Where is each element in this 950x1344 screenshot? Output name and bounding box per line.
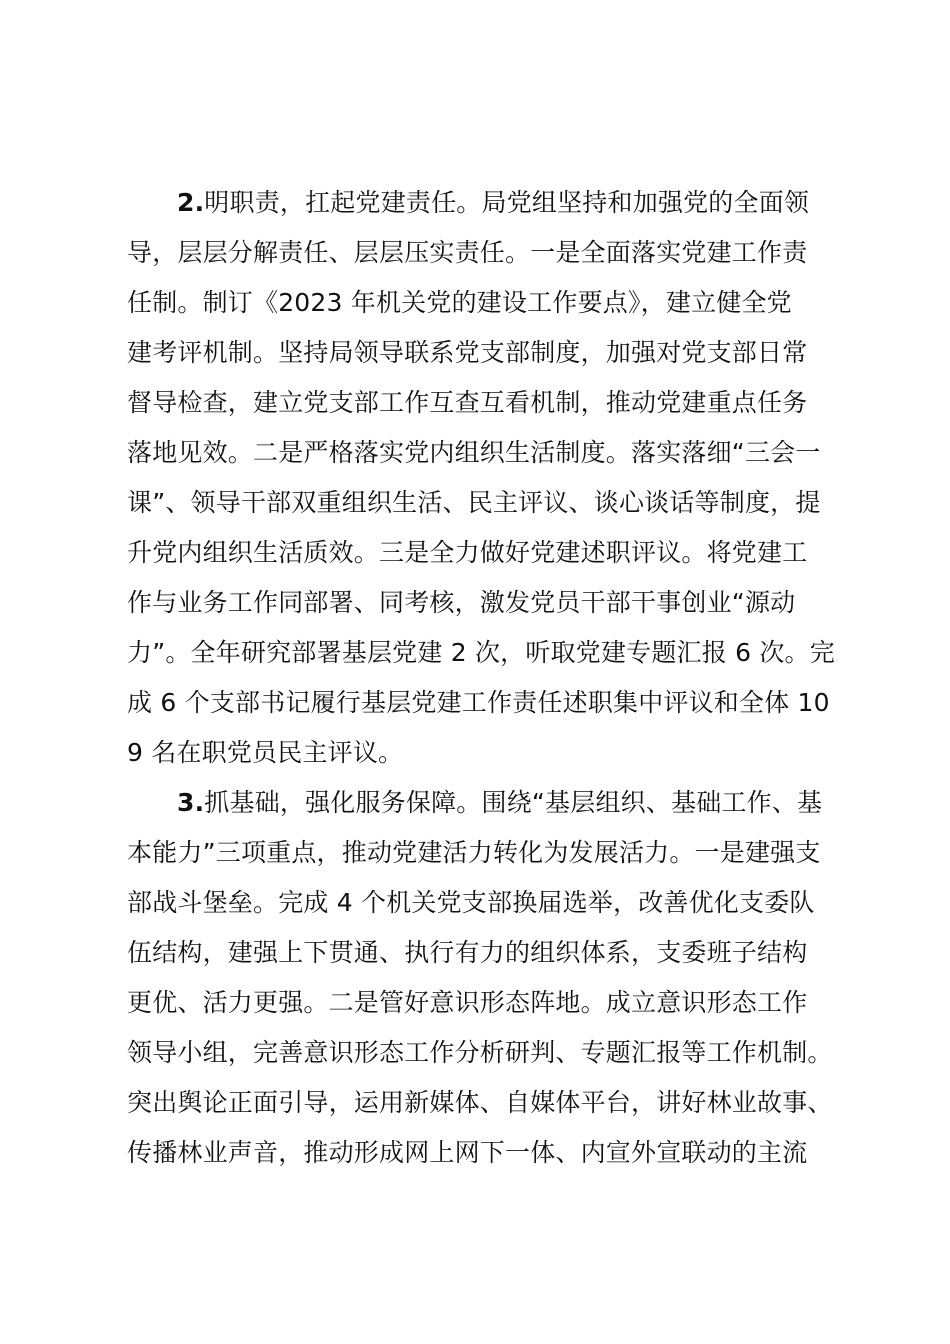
- paragraph-2-line-1: [177, 188, 809, 218]
- paragraph-line: 力”。全年研究部署基层党建 2 次，听取党建专题汇报 6 次。完: [127, 638, 835, 667]
- paragraph-line: 伍结构，建强上下贯通、执行有力的组织体系，支委班子结构: [127, 938, 808, 967]
- paragraph-2-number: 2.: [177, 188, 205, 217]
- paragraph-line: 作与业务工作同部署、同考核，激发党员干部干事创业“源动: [127, 588, 796, 617]
- paragraph-line: 导，层层分解责任、层层压实责任。一是全面落实党建工作责: [127, 238, 808, 267]
- paragraph-line: 突出舆论正面引导，运用新媒体、自媒体平台，讲好林业故事、: [127, 1088, 833, 1117]
- paragraph-line: 课”、领导干部双重组织生活、民主评议、谈心谈话等制度，提: [127, 488, 821, 517]
- paragraph-3-line-1: [177, 788, 822, 818]
- paragraph-3-text: 抓基础，强化服务保障。围绕“基层组织、基础工作、基: [204, 788, 823, 817]
- paragraph-line: 更优、活力更强。二是管好意识形态阵地。成立意识形态工作: [127, 988, 808, 1017]
- paragraph-3-number: 3.: [177, 788, 205, 817]
- paragraph-line: 本能力”三项重点，推动党建活力转化为发展活力。一是建强支: [127, 838, 821, 867]
- paragraph-line: 建考评机制。坚持局领导联系党支部制度，加强对党支部日常: [127, 338, 808, 367]
- paragraph-line: 落地见效。二是严格落实党内组织生活制度。落实落细“三会一: [127, 438, 821, 467]
- paragraph-line: 领导小组，完善意识形态工作分析研判、专题汇报等工作机制。: [127, 1038, 833, 1067]
- paragraph-line: 升党内组织生活质效。三是全力做好党建述职评议。将党建工: [127, 538, 808, 567]
- paragraph-line: 传播林业声音，推动形成网上网下一体、内宣外宣联动的主流: [127, 1138, 808, 1167]
- paragraph-2-text: 明职责，扛起党建责任。局党组坚持和加强党的全面领: [204, 188, 810, 217]
- paragraph-line: 任制。制订《2023 年机关党的建设工作要点》，建立健全党: [127, 288, 792, 317]
- paragraph-line: 9 名在职党员民主评议。: [127, 738, 404, 767]
- paragraph-line: 成 6 个支部书记履行基层党建工作责任述职集中评议和全体 10: [127, 688, 830, 717]
- paragraph-line: 部战斗堡垒。完成 4 个机关党支部换届选举，改善优化支委队: [127, 888, 815, 917]
- paragraph-line: 督导检查，建立党支部工作互查互看机制，推动党建重点任务: [127, 388, 808, 417]
